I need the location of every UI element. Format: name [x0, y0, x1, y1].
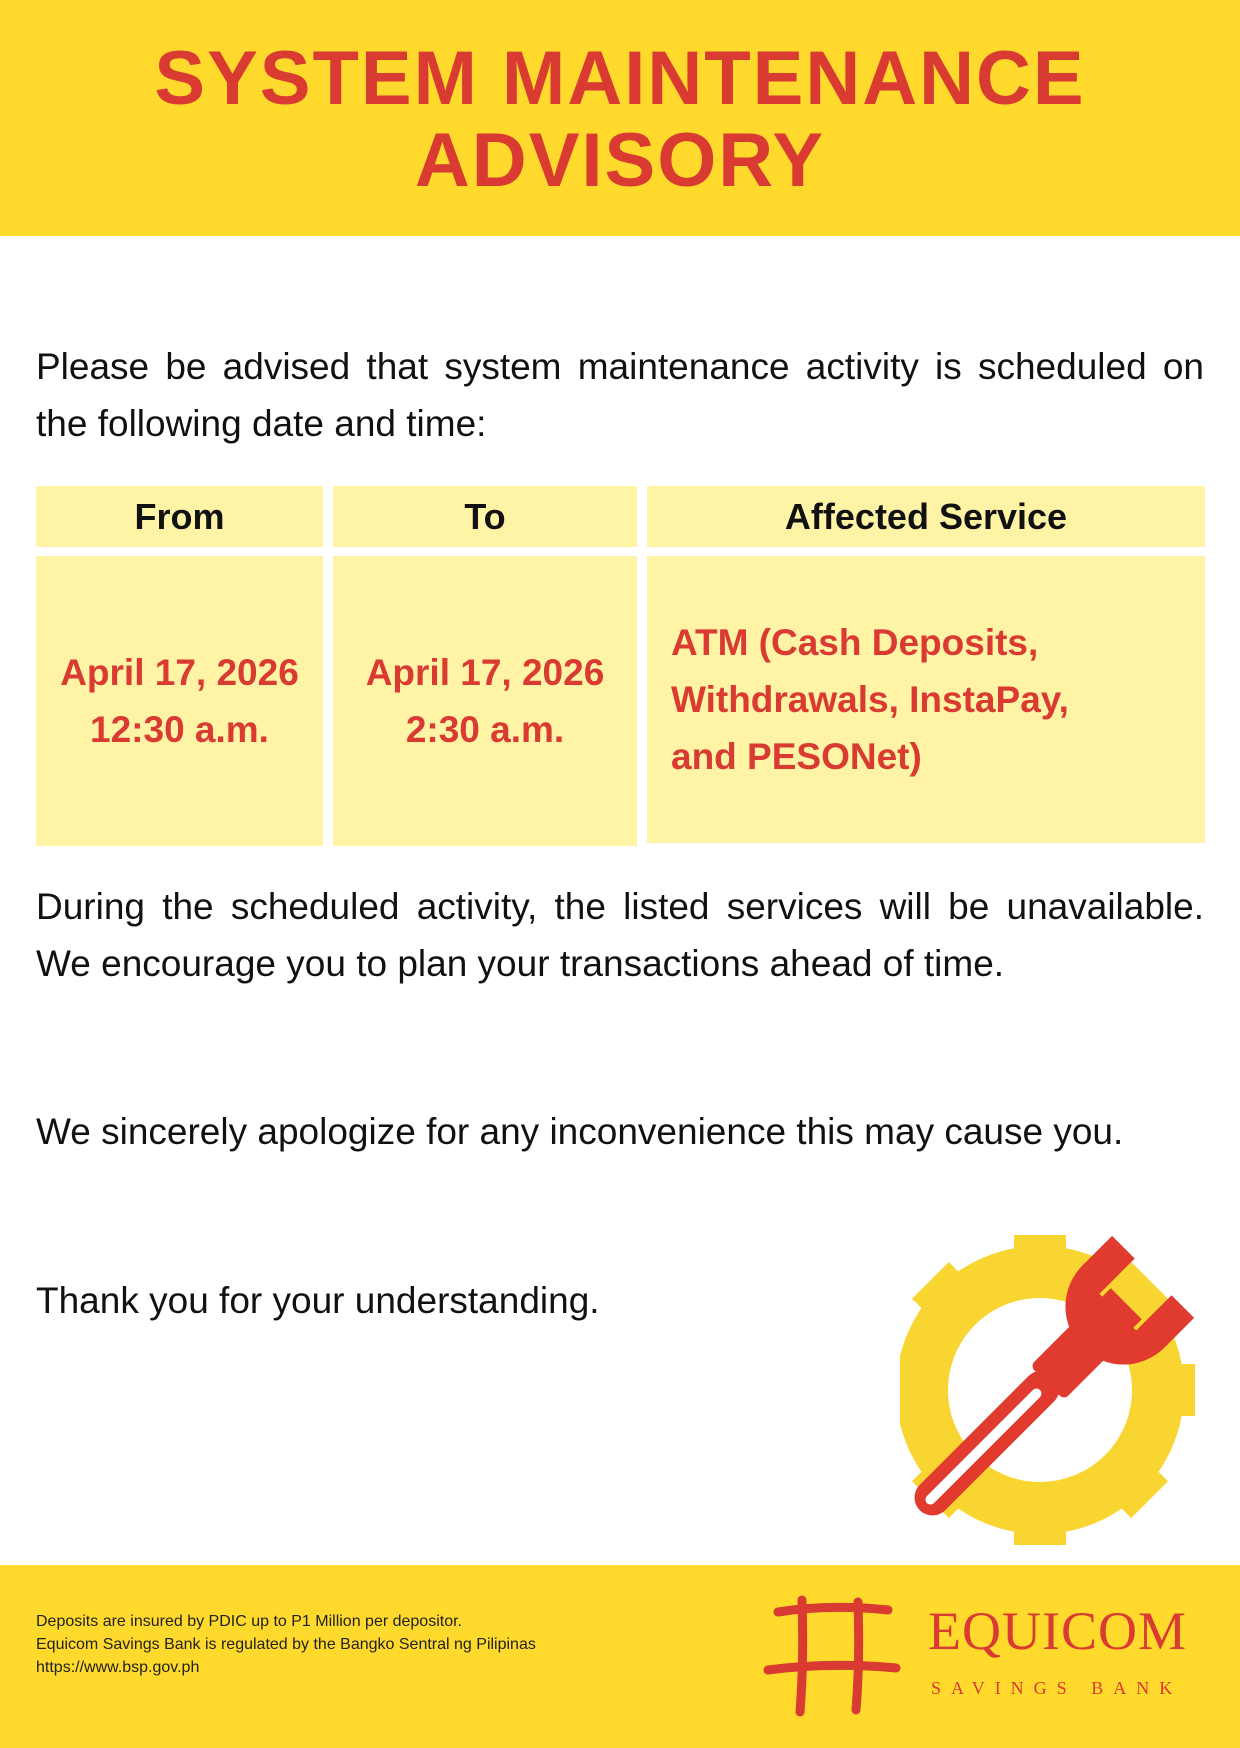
intro-text: Please be advised that system maintenance activity is scheduled on the following date and time: [36, 346, 1204, 444]
service-line-2: Withdrawals, InstaPay, [671, 679, 1069, 720]
from-time: 12:30 a.m. [90, 709, 269, 750]
footer-disclaimer [36, 1610, 536, 1679]
page-title [0, 38, 1240, 202]
from-date: April 17, 2026 [60, 652, 299, 693]
to-time: 2:30 a.m. [405, 709, 565, 750]
cell-to [333, 556, 637, 846]
cell-from [36, 556, 323, 846]
during-text: During the scheduled activity, the listed services will be unavailable. We encourage you to plan your transactions ahead of time. [36, 886, 1204, 984]
apology-text: We sincerely apologize for any inconvenience this may cause you. [36, 1111, 1124, 1152]
service-line-3: and PESONet) [671, 736, 922, 777]
to-date: April 17, 2026 [365, 652, 605, 693]
title-line-1: SYSTEM MAINTENANCE [154, 36, 1086, 121]
brand-subtitle: SAVINGS BANK [931, 1678, 1183, 1698]
disclaimer-line-1: Deposits are insured by PDIC up to P1 Million per depositor. [36, 1613, 462, 1630]
disclaimer-line-3: https://www.bsp.gov.ph [36, 1659, 200, 1676]
equicom-logo-icon [760, 1590, 905, 1720]
disclaimer-line-2: Equicom Savings Bank is regulated by the Bangko Sentral ng Pilipinas [36, 1636, 536, 1653]
header-from: From [36, 486, 323, 547]
service-line-1: ATM (Cash Deposits, [671, 622, 1039, 663]
header-to: To [333, 486, 637, 547]
thanks-text: Thank you for your understanding. [36, 1280, 600, 1321]
gear-wrench-icon [900, 1225, 1220, 1555]
title-line-2: ADVISORY [414, 118, 826, 203]
cell-affected-service [647, 556, 1205, 843]
brand-name: EQUICOM [928, 1601, 1187, 1661]
header-affected-service: Affected Service [647, 486, 1205, 547]
